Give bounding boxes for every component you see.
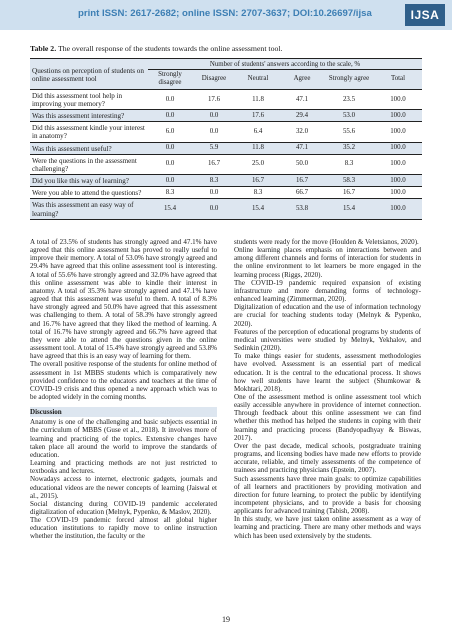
- value-cell: 0.0: [148, 154, 192, 174]
- table-row: [30, 187, 422, 199]
- discussion-paragraph: Over the past decade, medical schools, postgraduate training programs, and licensing bodies have made new efforts to provide accurate, reliable, and timely assessments of the competence of trainees and practicing physicians (Epstein, 2007).: [234, 441, 421, 475]
- value-cell: 0.0: [148, 110, 192, 122]
- journal-logo: IJSA: [405, 4, 445, 26]
- column-header: Disagree: [192, 69, 236, 89]
- table-row: [30, 199, 422, 219]
- value-cell: 15.4: [324, 199, 374, 219]
- value-cell: 53.8: [280, 199, 324, 219]
- question-cell: Was this assessment useful?: [30, 142, 148, 154]
- value-cell: 66.7: [280, 187, 324, 199]
- table-row: [30, 175, 422, 187]
- column-header: Strongly agree: [324, 69, 374, 89]
- header-questions: Questions on perception of students on online assessment tool: [30, 59, 148, 90]
- value-cell: 5.9: [192, 142, 236, 154]
- value-cell: 8.3: [324, 154, 374, 174]
- left-text-column: [30, 238, 217, 541]
- discussion-paragraph: Social distancing during COVID-19 pandemic accelerated digitalization of education (Melnyk, Pypenko, & Maslov, 2020).: [30, 499, 217, 516]
- column-header: Neutral: [236, 69, 280, 89]
- value-cell: 6.0: [148, 122, 192, 142]
- discussion-paragraph: Anatomy is one of the challenging and basic subjects essential in the curriculum of MBBS (Guse et al., 2018). It involves more of learning and practicing of the topics. Extensive changes have taken place all around the world to improve the standards of education.: [30, 418, 217, 459]
- value-cell: 100.0: [374, 142, 422, 154]
- results-summary-paragraph: The overall positive response of the students for online method of assessment in 1st MBBS students which is comparatively new provided confidence to the educators and teachers at the time of COVID-19 crisis and thus opened a new approach which was to be adopted widely in the coming months.: [30, 360, 217, 401]
- table-caption-text: The overall response of the students towards the online assessment tool.: [56, 44, 283, 53]
- value-cell: 100.0: [374, 187, 422, 199]
- value-cell: 17.6: [236, 110, 280, 122]
- value-cell: 100.0: [374, 154, 422, 174]
- value-cell: 8.3: [192, 175, 236, 187]
- question-cell: Was this assessment interesting?: [30, 110, 148, 122]
- page-number: 19: [222, 615, 230, 624]
- discussion-paragraph: To make things easier for students, assessment methodologies have evolved. Assessment is an essential part of medical education. It is the central to the educational process. It shows how well students have learnt the subject (Shumkowar & Mokhtari, 2018).: [234, 352, 421, 393]
- column-header: Agree: [280, 69, 324, 89]
- value-cell: 55.6: [324, 122, 374, 142]
- table-caption: [30, 44, 283, 53]
- value-cell: 25.0: [236, 154, 280, 174]
- header-answer-scale: Number of students' answers according to the scale, %: [148, 59, 422, 70]
- discussion-paragraph: The COVID-19 pandemic required expansion of existing infrastructure and more demanding forms of technology-enhanced learning (Zimmerman, 2020).: [234, 278, 421, 304]
- discussion-paragraph: Online learning places emphasis on interactions between and among different channels and forms of interaction for students in the online environment to let learners be more engaged in the learning process (Riggs, 2020).: [234, 246, 421, 279]
- value-cell: 16.7: [280, 175, 324, 187]
- discussion-heading: Discussion: [30, 407, 217, 417]
- column-header: Total: [374, 69, 422, 89]
- results-paragraph: A total of 23.5% of students has strongly agreed and 47.1% have agreed that this online assessment has proved to really useful to improve their memory. A total of 53.0% have strongly agreed and 29.4% have agreed that this online assessment tool is interesting. A total of 55.6% have strongly agreed and 32.0% have agreed that this online assessment was able to kindle their interest in anatomy. A total of 35.3% have strongly agreed and 47.1% have agreed that this assessment was useful to them. A total of 8.3% have strongly agreed and 50.0% have agreed that this assessment was challenging to them. A total of 58.3% have strongly agreed and 16.7% have agreed that they liked the method of learning. A total of 16.7% have strongly agreed and 66.7% have agreed that they were able to attend the questions given in the online assessment tool. A total of 15.4% have strongly agreed and 53.8% have agreed that this is an easy way of learning for them.: [30, 238, 217, 361]
- value-cell: 53.0: [324, 110, 374, 122]
- value-cell: 17.6: [192, 89, 236, 109]
- value-cell: 35.2: [324, 142, 374, 154]
- value-cell: 0.0: [148, 175, 192, 187]
- question-cell: Did you like this way of learning?: [30, 175, 148, 187]
- discussion-paragraph: One of the assessment method is online assessment tool which easily accessible anywhere in providence of internet connection. Through feedback about this online assessment we can find whether this method has helped the students in coping with their learning and practicing process (Bandyopadhyay & Biswas, 2017).: [234, 392, 421, 442]
- table-row: [30, 122, 422, 142]
- value-cell: 6.4: [236, 122, 280, 142]
- question-cell: Was this assessment an easy way of learning?: [30, 199, 148, 219]
- value-cell: 11.8: [236, 142, 280, 154]
- discussion-paragraph: Such assessments have three main goals: to optimize capabilities of all learners and practitioners by providing motivation and direction for future learning, to protect the public by identifying incompetent physicians, and to provide a basis for choosing applicants for advanced training (Tabish, 2008).: [234, 474, 421, 516]
- value-cell: 8.3: [236, 187, 280, 199]
- discussion-paragraph: In this study, we have just taken online assessment as a way of learning and practicing. There are many other methods and ways which has been used extensively by the students.: [234, 515, 421, 540]
- value-cell: 0.0: [148, 89, 192, 109]
- discussion-paragraph: Nowadays access to internet, electronic gadgets, journals and educational videos are the newer concepts of learning (Jaiswal et al., 2015).: [30, 475, 217, 500]
- question-cell: Did this assessment tool help in improving your memory?: [30, 89, 148, 109]
- survey-results-table: [30, 58, 422, 220]
- value-cell: 32.0: [280, 122, 324, 142]
- value-cell: 0.0: [192, 110, 236, 122]
- value-cell: 50.0: [280, 154, 324, 174]
- discussion-paragraph: Digitalization of education and the use of information technology are crucial for teaching students today (Melnyk & Pypenko, 2020).: [234, 303, 421, 328]
- value-cell: 58.3: [324, 175, 374, 187]
- value-cell: 47.1: [280, 142, 324, 154]
- value-cell: 100.0: [374, 122, 422, 142]
- value-cell: 0.0: [192, 122, 236, 142]
- value-cell: 23.5: [324, 89, 374, 109]
- value-cell: 100.0: [374, 89, 422, 109]
- question-cell: Were the questions in the assessment challenging?: [30, 154, 148, 174]
- question-cell: Did this assessment kindle your interest in anatomy?: [30, 122, 148, 142]
- table-caption-label: Table 2.: [30, 44, 57, 53]
- value-cell: 0.0: [192, 187, 236, 199]
- value-cell: 0.0: [148, 142, 192, 154]
- question-cell: Were you able to attend the questions?: [30, 187, 148, 199]
- value-cell: 100.0: [374, 110, 422, 122]
- value-cell: 47.1: [280, 89, 324, 109]
- value-cell: 15.4: [148, 199, 192, 219]
- discussion-paragraph: Learning and practicing methods are not just restricted to textbooks and lectures.: [30, 459, 217, 476]
- discussion-paragraph: students were ready for the move (Houlden & Veletsianos, 2020).: [234, 238, 419, 246]
- right-text-column: [234, 238, 421, 540]
- column-header: Strongly disagree: [148, 69, 192, 89]
- value-cell: 16.7: [192, 154, 236, 174]
- value-cell: 29.4: [280, 110, 324, 122]
- value-cell: 16.7: [236, 175, 280, 187]
- table-row: [30, 142, 422, 154]
- table-row: [30, 110, 422, 122]
- discussion-paragraph: Features of the perception of educational programs by students of medical universities were studied by Melnyk, Yekhalov, and Sedinkin (2020).: [234, 327, 421, 353]
- value-cell: 100.0: [374, 175, 422, 187]
- discussion-paragraph: The COVID-19 pandemic forced almost all global higher education institutions to rapidly move to online instruction whether the institution, the faculty or the: [30, 516, 217, 541]
- issn-line: print ISSN: 2617-2682; online ISSN: 2707-3637; DOI:10.26697/ijsa: [78, 8, 372, 19]
- value-cell: 15.4: [236, 199, 280, 219]
- value-cell: 8.3: [148, 187, 192, 199]
- table-row: [30, 89, 422, 109]
- value-cell: 11.8: [236, 89, 280, 109]
- value-cell: 0.0: [192, 199, 236, 219]
- value-cell: 16.7: [324, 187, 374, 199]
- table-row: [30, 154, 422, 174]
- value-cell: 100.0: [374, 199, 422, 219]
